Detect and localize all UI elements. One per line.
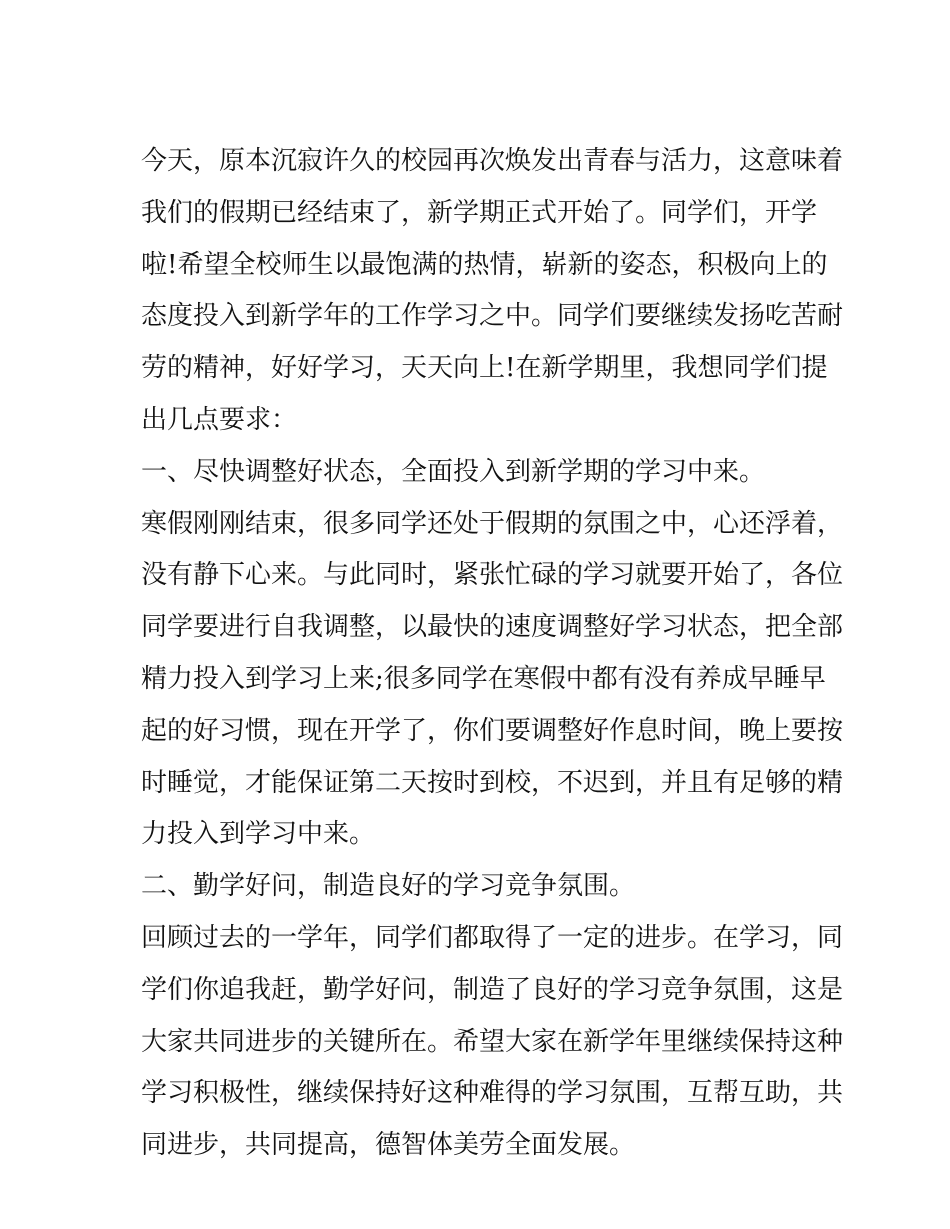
paragraph-line: 同学要进行自我调整，以最快的速度调整好学习状态，把全部: [141, 612, 844, 643]
paragraph-line: 学们你追我赶，勤学好问，制造了良好的学习竞争氛围，这是: [141, 974, 844, 1005]
paragraph-line: 回顾过去的一学年，同学们都取得了一定的进步。在学习，同: [141, 922, 844, 953]
paragraph-line: 时睡觉，才能保证第二天按时到校，不迟到，并且有足够的精: [141, 767, 844, 798]
paragraph-line: 啦!希望全校师生以最饱满的热情，崭新的姿态，积极向上的: [141, 249, 828, 280]
paragraph-line: 同进步，共同提高，德智体美劳全面发展。: [141, 1130, 636, 1161]
paragraph-line: 大家共同进步的关键所在。希望大家在新学年里继续保持这种: [141, 1026, 844, 1057]
paragraph-line: 没有静下心来。与此同时，紧张忙碌的学习就要开始了，各位: [141, 560, 844, 591]
paragraph-line: 今天，原本沉寂许久的校园再次焕发出青春与活力，这意味着: [141, 146, 844, 176]
paragraph-line: 劳的精神，好好学习，天天向上!在新学期里，我想同学们提: [141, 353, 828, 384]
section-heading: 二、勤学好问，制造良好的学习竞争氛围。: [141, 871, 636, 902]
paragraph-line: 起的好习惯，现在开学了，你们要调整好作息时间，晚上要按: [141, 715, 844, 746]
section-heading: 一、尽快调整好状态，全面投入到新学期的学习中来。: [141, 456, 766, 487]
paragraph-line: 态度投入到新学年的工作学习之中。同学们要继续发扬吃苦耐: [141, 301, 844, 332]
document-body: [141, 136, 844, 1172]
paragraph-line: 精力投入到学习上来;很多同学在寒假中都有没有养成早睡早: [141, 663, 826, 694]
paragraph-line: 出几点要求：: [141, 404, 298, 435]
paragraph-line: 我们的假期已经结束了，新学期正式开始了。同学们，开学: [141, 197, 818, 228]
paragraph-line: 力投入到学习中来。: [141, 819, 376, 850]
paragraph-line: 学习积极性，继续保持好这种难得的学习氛围，互帮互助，共: [141, 1078, 844, 1109]
paragraph-line: 寒假刚刚结束，很多同学还处于假期的氛围之中，心还浮着，: [141, 508, 844, 539]
